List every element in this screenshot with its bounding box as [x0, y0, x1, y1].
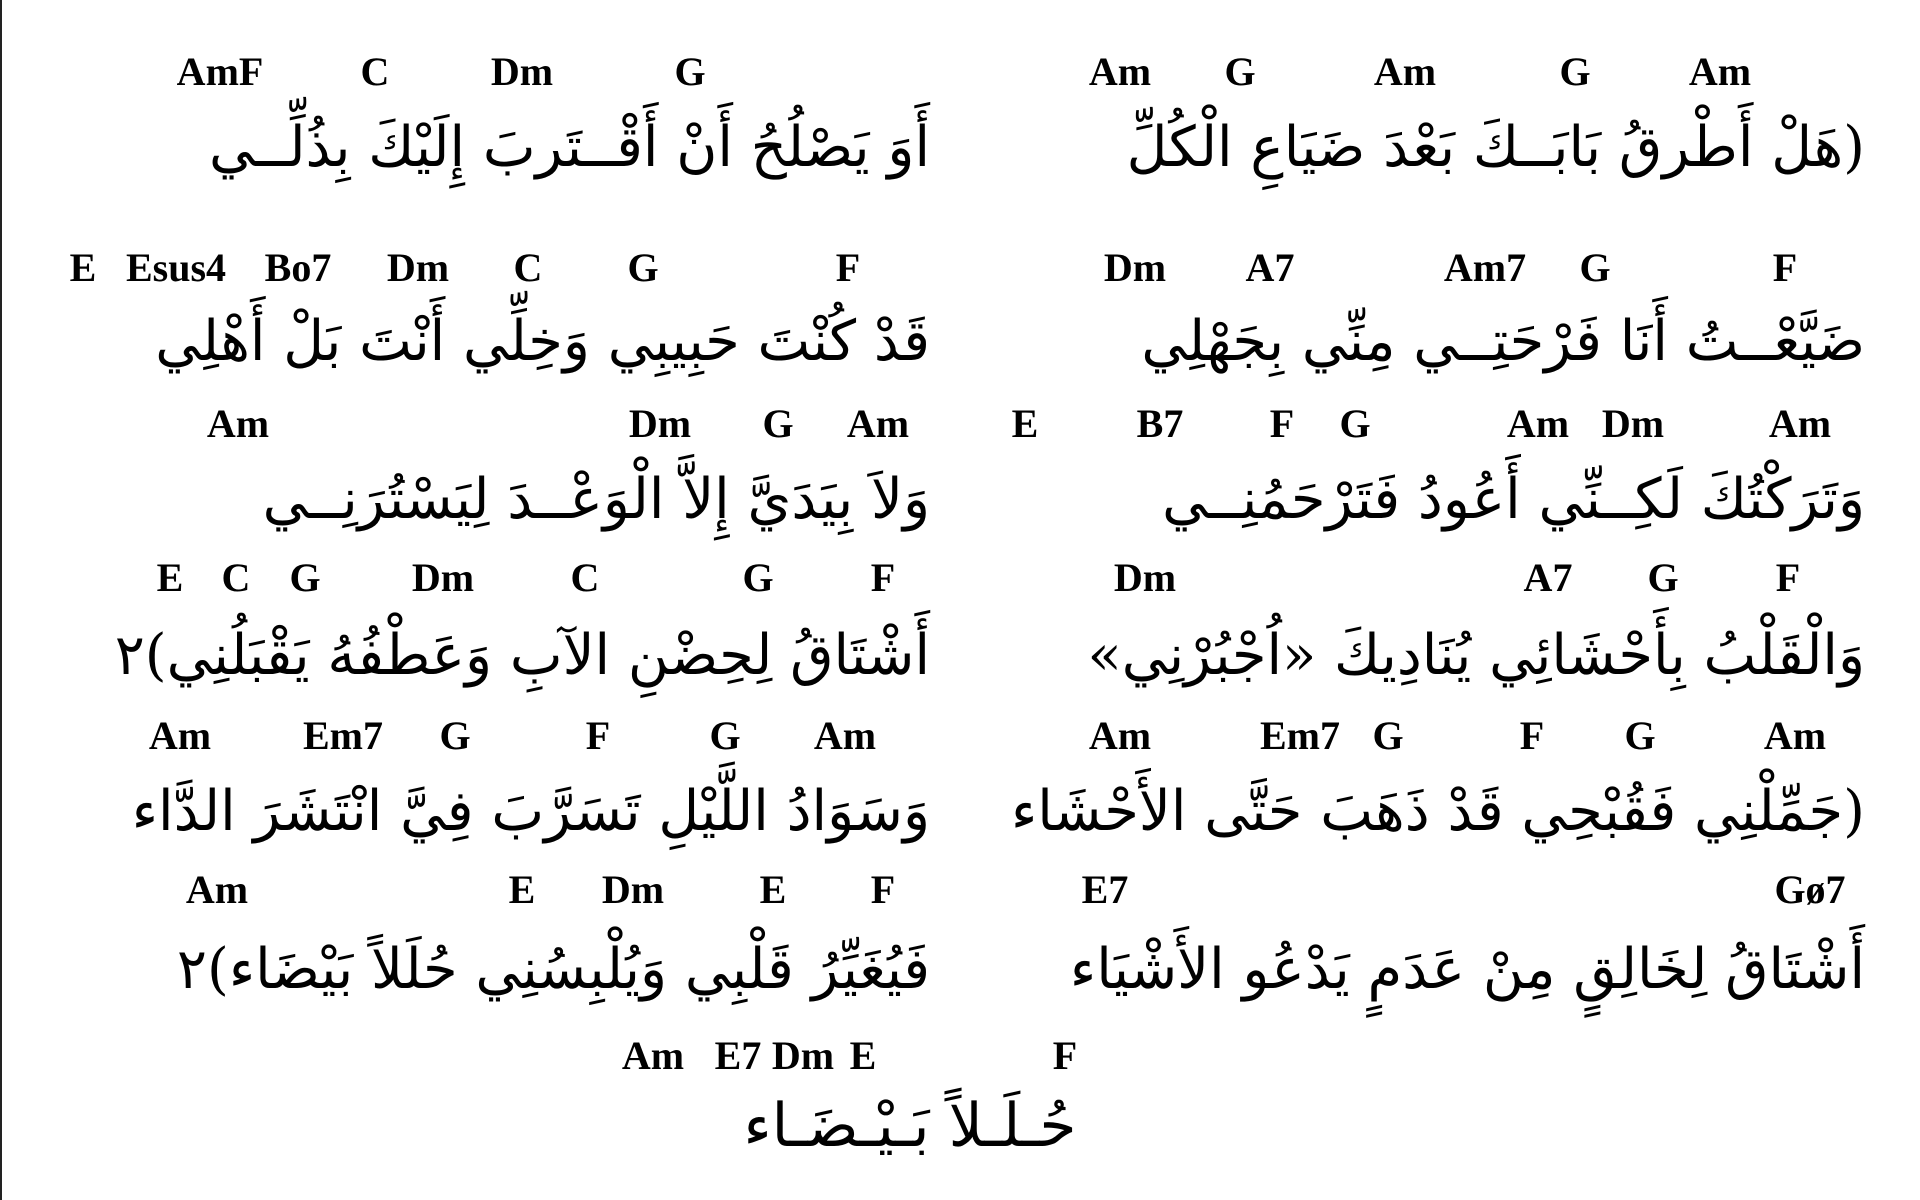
- chord: G: [1372, 713, 1404, 758]
- chord: A7: [1523, 555, 1573, 600]
- chord: G: [742, 555, 774, 600]
- lyric-line: (هَلْ أَطْرقُ بَابَــكَ بَعْدَ ضَيَاعِ الْكُلِّ: [1126, 115, 1865, 180]
- chord: Dm: [628, 401, 692, 446]
- chord: E7: [1081, 867, 1129, 912]
- chord: Dm: [490, 49, 554, 94]
- chord: E: [849, 1033, 877, 1078]
- chord: E: [508, 867, 536, 912]
- chord: Dm: [1103, 245, 1167, 290]
- chord: F: [1519, 713, 1545, 758]
- lyric-line: وَسَوَادُ اللَّيْلِ تَسَرَّبَ فِيَّ انْتَشَرَ الدَّاء: [131, 779, 930, 844]
- chord: B7: [1136, 401, 1184, 446]
- chord: Am: [846, 401, 910, 446]
- chord: Am: [1688, 49, 1752, 94]
- lyric-line: أَوَ يَصْلُحُ أَنْ أَقْــتَربَ إِلَيْكَ بِذُلِّــي: [208, 115, 930, 180]
- chord: C: [360, 49, 390, 94]
- chord: F: [1269, 401, 1295, 446]
- chord: F: [1775, 555, 1801, 600]
- lyric-line: قَدْ كُنْتَ حَبِيبِي وَخِلِّي أَنْتَ بَلْ أَهْلِي: [155, 309, 930, 374]
- chord: E: [759, 867, 787, 912]
- chord: C: [570, 555, 600, 600]
- chord: G: [289, 555, 321, 600]
- lyric-line: فَيُغَيِّرُ قَلْبِي وَيُلْبِسُنِي حُلَلاً بَيْضَاء)٢: [176, 937, 930, 1002]
- chord: Am: [148, 713, 212, 758]
- chord: G: [762, 401, 794, 446]
- chord: Am: [1768, 401, 1832, 446]
- chord: G: [1647, 555, 1679, 600]
- chord: Dm: [771, 1033, 835, 1078]
- chord: G: [1624, 713, 1656, 758]
- chord: Am: [206, 401, 270, 446]
- lyric-line: ضَيَّعْــتُ أَنَا فَرْحَتِــي مِنِّي بِجَهْلِي: [1141, 309, 1865, 374]
- lyric-line: (جَمِّلْنِي فَقُبْحِي قَدْ ذَهَبَ حَتَّى الأَحْشَاء: [1010, 779, 1865, 844]
- chord: Em7: [303, 713, 383, 758]
- chord: Am7: [1443, 245, 1527, 290]
- lyric-line: وَتَرَكْتُكَ لَكِــنِّي أَعُودُ فَتَرْحَمُنِــي: [1162, 467, 1865, 532]
- lyric-line: وَلاَ بِيَدَيَّ إِلاَّ الْوَعْــدَ لِيَسْتُرَنِــي: [262, 467, 930, 532]
- chord: Gø7: [1774, 867, 1846, 912]
- chord: G: [1339, 401, 1371, 446]
- chord: F: [870, 867, 896, 912]
- final-lyric-line: حُـلَـلاً بَـيْـضَـاء: [743, 1091, 1077, 1161]
- chord: Am: [813, 713, 877, 758]
- chord: G: [1559, 49, 1591, 94]
- chord: G: [627, 245, 659, 290]
- chord: F: [870, 555, 896, 600]
- chord: F: [835, 245, 861, 290]
- chord: Dm: [601, 867, 665, 912]
- chord: F: [1052, 1033, 1078, 1078]
- chord: E: [156, 555, 184, 600]
- chord: Dm: [1113, 555, 1177, 600]
- chord: E: [1011, 401, 1039, 446]
- chord: E: [69, 245, 97, 290]
- chord: Em7: [1260, 713, 1340, 758]
- chord: E7: [714, 1033, 762, 1078]
- chord: G: [709, 713, 741, 758]
- lyric-line: أَشْتَاقُ لِخَالِقٍ مِنْ عَدَمٍ يَدْعُو الأَشْيَاء: [1069, 937, 1865, 1002]
- chord: C: [221, 555, 251, 600]
- chord: Am: [621, 1033, 685, 1078]
- chord: Am: [1763, 713, 1827, 758]
- chord: F: [1772, 245, 1798, 290]
- chord: G: [674, 49, 706, 94]
- chord: G: [1579, 245, 1611, 290]
- chord: G: [439, 713, 471, 758]
- lyric-line: وَالْقَلْبُ بِأَحْشَائِي يُنَادِيكَ «اُجْبُرْنِي»: [1087, 623, 1865, 688]
- chord: A7: [1245, 245, 1295, 290]
- chord: C: [513, 245, 543, 290]
- lyric-line: أَشْتَاقُ لِحِضْنِ الآبِ وَعَطْفُهُ يَقْبَلُنِي)٢: [114, 623, 930, 688]
- chord: G: [1224, 49, 1256, 94]
- chord: Dm: [386, 245, 450, 290]
- chord: AmF: [176, 49, 264, 94]
- chord: Bo7: [264, 245, 332, 290]
- chord: Dm: [1601, 401, 1665, 446]
- chord: Dm: [411, 555, 475, 600]
- chord: F: [585, 713, 611, 758]
- chord: Am: [1373, 49, 1437, 94]
- chord: Am: [185, 867, 249, 912]
- chord: Am: [1506, 401, 1570, 446]
- chord: Am: [1088, 49, 1152, 94]
- chord: Am: [1088, 713, 1152, 758]
- chord: Esus4: [125, 245, 227, 290]
